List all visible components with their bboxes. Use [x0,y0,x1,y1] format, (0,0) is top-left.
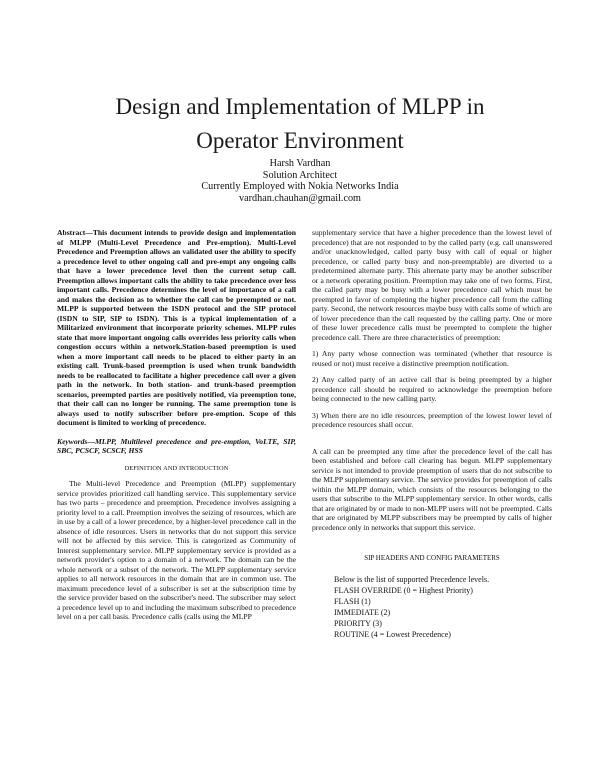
keywords: Keywords—MLPP, Multilevel precedence and pre-emption, VoLTE, SIP, SBC, PCSCF, SCSCF, HSS [57,436,296,455]
list-item: FLASH OVERRIDE (0 = Highest Priority) [334,585,473,595]
title-line-1: Design and Implementation of MLPP in [115,94,485,119]
title-line-2: Operator Environment [196,128,404,153]
list-item: PRIORITY (3) [334,618,382,628]
author-email: vardhan.chauhan@gmail.com [239,192,361,204]
preemption-item-3: 3) When there are no idle resources, preemption of the lowest lower level of precedence resources shall occur. [312,410,552,429]
section-heading-introduction: DEFINITION AND INTRODUCTION [124,464,229,472]
list-intro: Below is the list of supported Precedence levels. [334,574,490,584]
right-paragraph-2: A call can be preempted any time after the precedence level of the call has been established and before call clearing has begun. MLPP supplementary service is not intended to provide preemption of users that do not subscribe to the MLPP supplementary service. The service provides for preemption of calls within the MLPP domain, which consists of the resources belonging to the users that subscribe to the MLPP supplementary service. In other words, calls that are originated by or made to non-MLPP users will not be preempted. Calls that are originated by MLPP subscribers may be preempted by calls of higher precedence only in networks that support this service. [312,446,552,532]
right-paragraph-1: supplementary service that have a higher precedence than the lowest level of precedence) that are not responded to by the called party (e.g. call unanswered and/or unacknowledged, called party busy with call of equal or higher precedence, or called party busy and non-preemptable) are diverted to a predetermined alternate party. This alternate party may be another subscriber or a network operating position. Preemption may take one of two forms. First, the called party may be busy with a lower precedence call which must be preempted in favor of completing the higher precedence call from the calling party. Second, the network resources maybe busy with calls some of which are of lower precedence than the call requested by the calling party. One or more of these lower precedence calls must be preempted to complete the higher precedence call. There are three characteristics of preemption: [312,228,552,342]
right-column [312,228,552,640]
author-name: Harsh Vardhan [269,158,331,169]
paper-title [0,90,600,158]
precedence-list [334,574,552,640]
preemption-item-2: 2) Any called party of an active call that is being preempted by a higher precedence call should be required to acknowledge the preemption before being connected to the new calling party. [312,375,552,403]
list-item: FLASH (1) [334,596,371,606]
intro-paragraph: The Multi-level Precedence and Preemption (MLPP) supplementary service provides prioritized call handling service. This supplementary service has two parts – precedence and preemption. Precedence involves assigning a priority level to a call. Preemption involves the seizing of resources, which are in use by a call of a lower precedence, by a higher-level precedence call in the absence of idle resources. Users in networks that do not support this service will not be affected by this service. This is categorized as Community of Interest supplementary service. MLPP supplementary service is provided as a network provider's option to a domain of a network. The domain can be the whole network or a subset of the network. The MLPP supplementary service applies to all network resources in the domain that are in common use. The maximum precedence level of a subscriber is set at the subscription time by the service provider based on the subscriber's need. The subscriber may select a precedence level up to and including the maximum subscribed to precedence level on a per call basis. Precedence calls (calls using the MLPP [57,479,296,621]
left-column [57,228,296,622]
list-item: ROUTINE (4 = Lowest Precedence) [334,629,451,639]
list-item: IMMEDIATE (2) [334,607,391,617]
author-affiliation: Currently Employed with Nokia Networks India [201,181,399,193]
section-heading-sip: SIP HEADERS AND CONFIG PARAMETERS [364,554,500,562]
author-role: Solution Architect [262,169,338,181]
author-block [0,158,600,204]
abstract: Abstract—This document intends to provide design and implementation of MLPP (Multi-Level Precedence and Pre-emption). Multi-Level Precedence and Preemption allows an validated user the ability to specify a precedence level to other ongoing call and pre-empt any ongoing calls that have a lower precedence level then the current setup call. Preemption allows important calls the ability to take precedence over less important calls. Precedence determines the level of importance of a call and makes the decision as to whether the call can be preempted or not. MLPP is supported between the ISDN protocol and the SIP protocol (ISDN to SIP, SIP to ISDN). This is a typical implementation of a Militarized environment that incorporate priority schemes. MLPP rules state that more important ongoing calls overrides less priority calls when congestion occurs within a network.Station-based preemption is used when a more important call needs to be placed to either party in an existing call. Trunk-based preemption is used when trunk bandwidth needs to be reallocated to facilitate a higher precedence call over a given path in the network. In both station- and trunk-based preemption scenarios, preempted parties are positively notified, via preemption tone, that their call can no longer be running. The same preemption tone is always used to notify subscriber before pre-emption. Scope of this document is limited to working of precedence. [57,228,296,427]
preemption-item-1: 1) Any party whose connection was terminated (whether that resource is reused or not) must receive a distinctive preemption notification. [312,349,552,368]
